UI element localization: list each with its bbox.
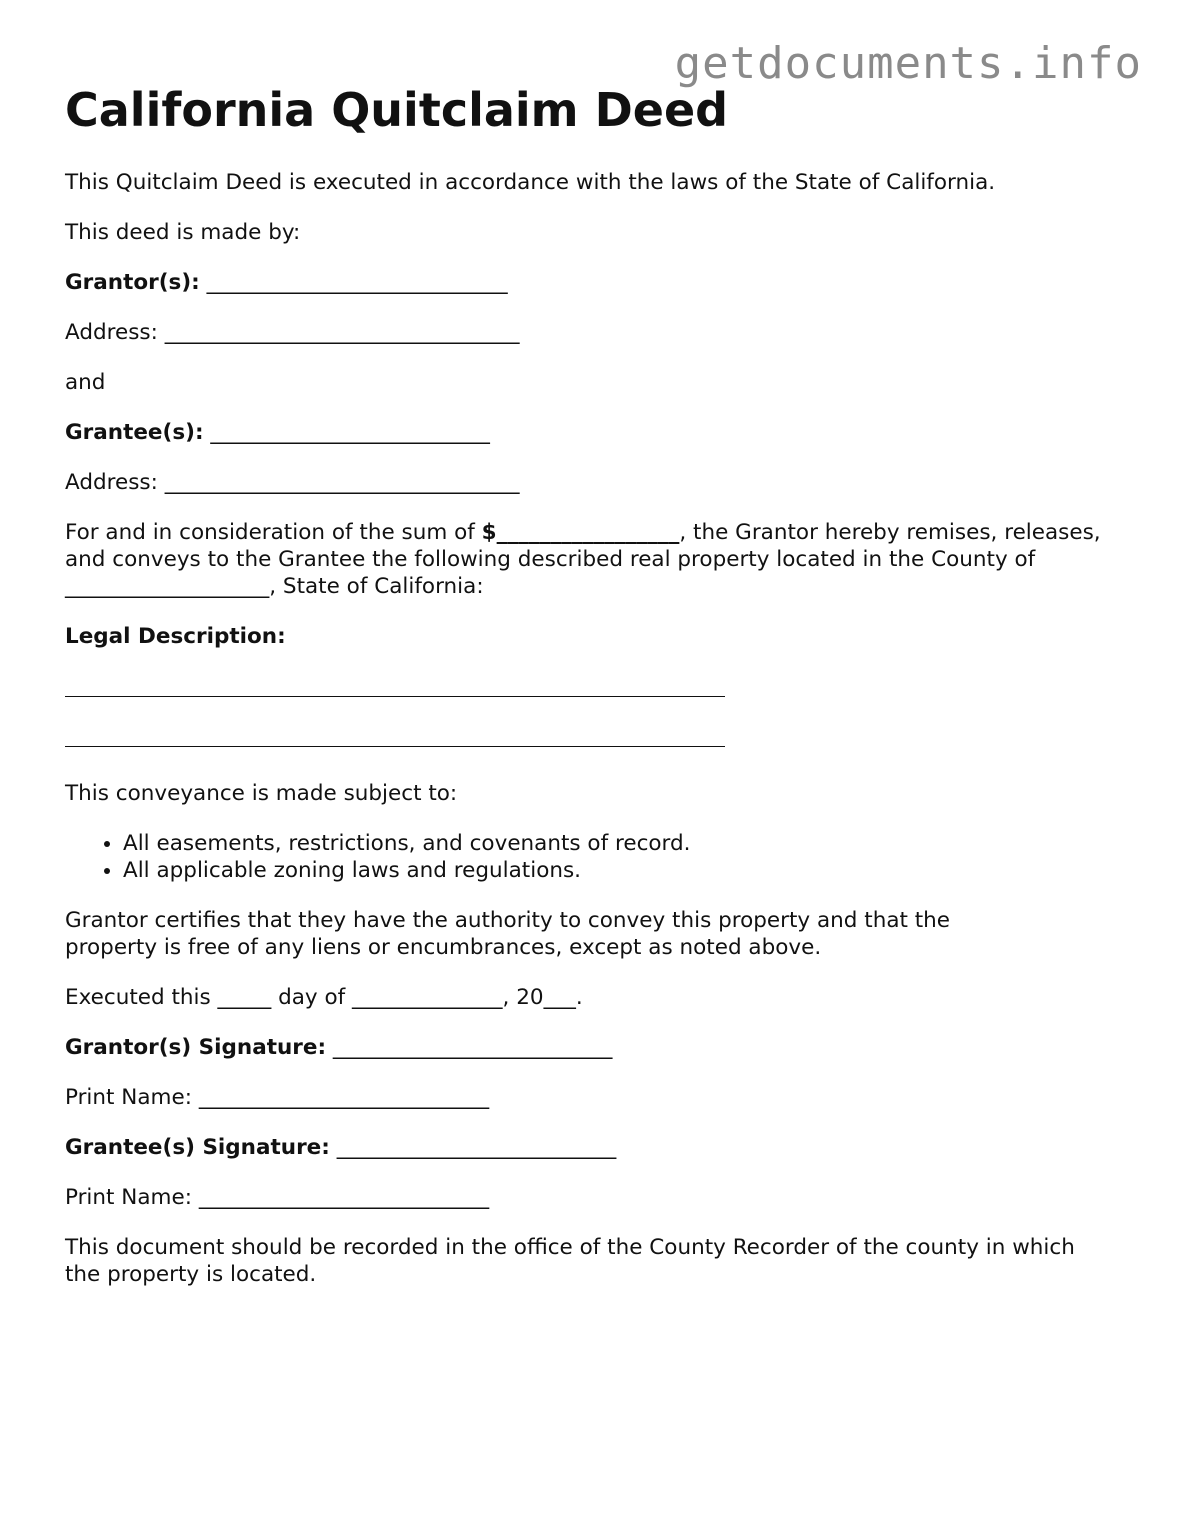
consideration-amount-blank[interactable]: $_________________	[481, 520, 680, 545]
grantee-print-name-blank[interactable]: ___________________________	[198, 1185, 490, 1210]
grantee-signature-line	[65, 1134, 1125, 1161]
watermark-text: getdocuments.info	[674, 38, 1142, 89]
legal-description-label	[65, 623, 1125, 650]
legal-description-blank-line-1[interactable]	[65, 696, 725, 697]
consideration-after: , the Grantor hereby remises, releases, and conveys to the Grantee the following described real property located in the County of ___________________, State of California:	[65, 520, 1101, 599]
legal-description-blank-line-2[interactable]	[65, 746, 725, 747]
legal-description-heading: Legal Description:	[65, 624, 286, 649]
made-by-text: This deed is made by:	[65, 220, 301, 245]
document-body	[65, 82, 1125, 1288]
grantee-signature-label: Grantee(s) Signature:	[65, 1135, 330, 1160]
grantor-print-name-blank[interactable]: ___________________________	[198, 1085, 490, 1110]
recording-note: This document should be recorded in the office of the County Recorder of the county in which the property is located.	[65, 1235, 1075, 1287]
certification-paragraph: Grantor certifies that they have the authority to convey this property and that the property is free of any liens or encumbrances, except as noted above.	[65, 908, 951, 960]
grantor-blank[interactable]: ____________________________	[206, 270, 508, 295]
grantee-print-name-line	[65, 1184, 1125, 1211]
grantor-signature-label: Grantor(s) Signature:	[65, 1035, 327, 1060]
grantor-print-name-line	[65, 1084, 1125, 1111]
grantee-address-label: Address:	[65, 470, 158, 495]
intro-paragraph: This Quitclaim Deed is executed in accordance with the laws of the State of California.	[65, 170, 996, 195]
consideration-before: For and in consideration of the sum of	[65, 520, 482, 545]
grantee-address-line	[65, 469, 1125, 496]
page-title: California Quitclaim Deed	[65, 83, 729, 137]
executed-line[interactable]: Executed this _____ day of ______________, 20___.	[65, 985, 583, 1010]
grantor-address-label: Address:	[65, 320, 158, 345]
grantor-signature-line	[65, 1034, 1125, 1061]
list-item: • All easements, restrictions, and covenants of record.	[123, 830, 1125, 857]
grantor-signature-blank[interactable]: __________________________	[332, 1035, 613, 1060]
grantee-line	[65, 419, 1125, 446]
consideration-paragraph	[65, 519, 1125, 600]
grantee-blank[interactable]: __________________________	[210, 420, 490, 445]
and-text: and	[65, 370, 106, 395]
grantee-signature-blank[interactable]: __________________________	[336, 1135, 617, 1160]
grantee-address-blank[interactable]: _________________________________	[164, 470, 520, 495]
conditions-list	[65, 830, 1125, 884]
grantee-print-name-label: Print Name:	[65, 1185, 192, 1210]
grantor-line	[65, 269, 1125, 296]
grantor-address-blank[interactable]: _________________________________	[164, 320, 520, 345]
subject-to-text: This conveyance is made subject to:	[65, 781, 458, 806]
list-item: • All applicable zoning laws and regulations.	[123, 857, 1125, 884]
grantee-label: Grantee(s):	[65, 420, 204, 445]
grantor-print-name-label: Print Name:	[65, 1085, 192, 1110]
grantor-label: Grantor(s):	[65, 270, 200, 295]
grantor-address-line	[65, 319, 1125, 346]
